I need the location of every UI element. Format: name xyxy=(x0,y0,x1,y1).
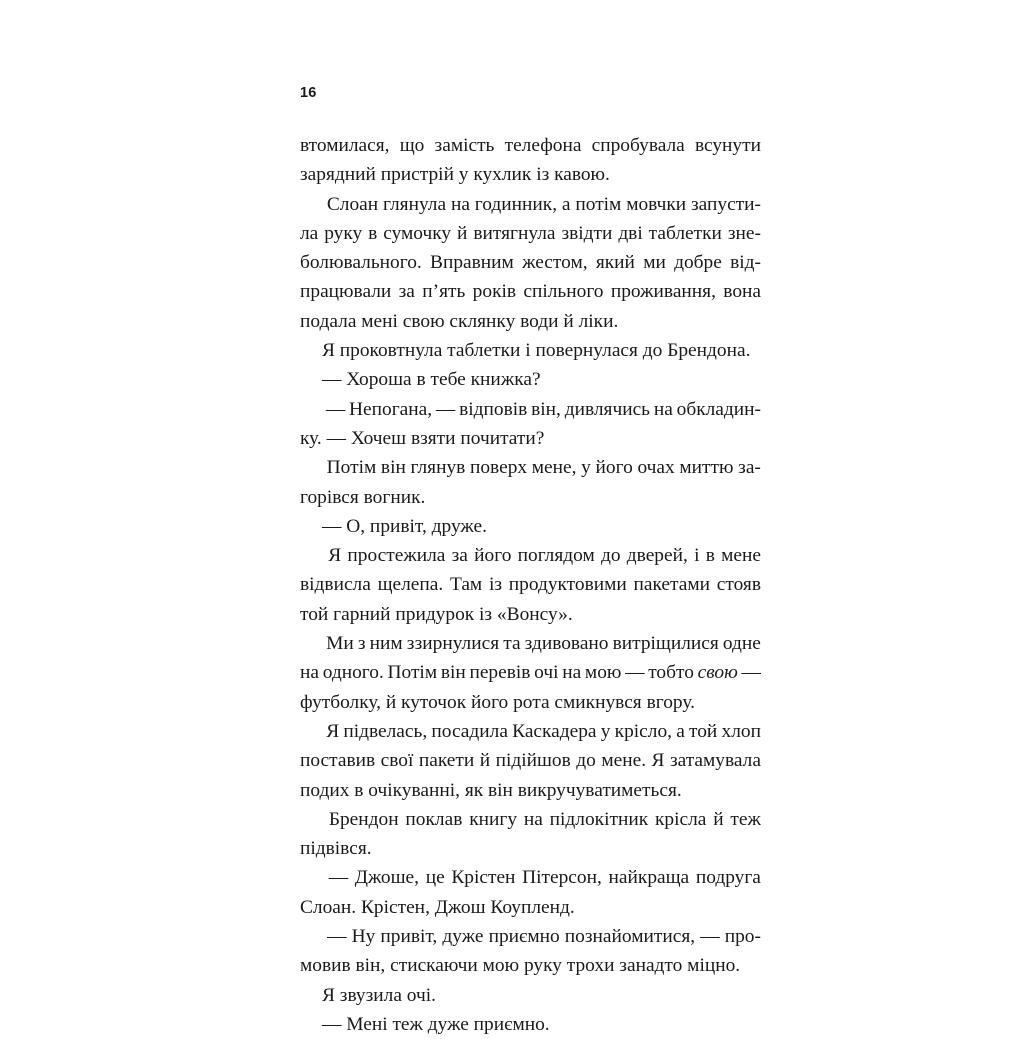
word: за- xyxy=(738,457,761,479)
word: щелепа. xyxy=(377,574,444,596)
word: його xyxy=(595,457,633,479)
word: дві xyxy=(618,222,643,244)
word: очі xyxy=(534,662,559,684)
word: глянув xyxy=(410,457,466,479)
word: одне xyxy=(722,633,761,655)
word: про- xyxy=(724,926,761,948)
word: у xyxy=(600,720,611,742)
word: в xyxy=(368,222,378,244)
word: мовчки xyxy=(626,193,687,215)
text-line: подих в очікуванні, як він викручуватиметься. xyxy=(300,779,682,801)
word: відвисла xyxy=(300,574,371,596)
word: він xyxy=(440,662,466,684)
word: Потім xyxy=(326,457,377,479)
text-line xyxy=(300,717,761,746)
text-line: зарядний пристрій у кухлик із кавою. xyxy=(300,164,610,186)
word: мене. xyxy=(601,750,647,772)
word: потім xyxy=(575,193,622,215)
text-line xyxy=(300,541,761,570)
word: — xyxy=(325,398,346,420)
paragraph xyxy=(300,365,761,394)
word: за xyxy=(398,281,415,303)
word: з xyxy=(357,633,366,655)
paragraph xyxy=(300,541,761,629)
word: телефона xyxy=(504,135,582,156)
word: Брендон xyxy=(328,808,399,830)
word: який xyxy=(595,252,635,274)
word: Я xyxy=(328,545,342,567)
word: на xyxy=(300,662,319,684)
paragraph xyxy=(300,190,761,336)
word: Там xyxy=(449,574,483,596)
paragraph-indent xyxy=(300,922,322,951)
paragraph-indent xyxy=(300,190,322,219)
word: проживання, xyxy=(610,281,716,303)
word: відповів xyxy=(459,398,528,420)
text-line: Я проковтнула таблетки і повернулася до Брендона. xyxy=(322,340,751,362)
word: на xyxy=(450,193,470,215)
word: звідти xyxy=(561,222,613,244)
text-line xyxy=(300,658,761,687)
word: подруга xyxy=(695,867,761,889)
word: — xyxy=(435,398,456,420)
paragraph xyxy=(300,629,761,717)
word: найкраща xyxy=(608,867,690,889)
word: й xyxy=(479,750,491,772)
word: таблетки xyxy=(648,222,722,244)
word: зне- xyxy=(727,222,761,244)
paragraph-indent xyxy=(300,629,322,658)
word: глянула xyxy=(383,193,447,215)
word: поглядом xyxy=(517,545,595,567)
word: а xyxy=(561,193,571,215)
paragraph xyxy=(300,863,761,922)
text-line xyxy=(300,863,761,892)
word: п’ять xyxy=(422,281,466,303)
text-line xyxy=(300,629,761,658)
word: Ми xyxy=(326,633,354,655)
text-line: — Хороша в тебе книжка? xyxy=(322,369,541,391)
word: на xyxy=(653,398,673,420)
word: це xyxy=(425,867,445,889)
text-line: футболку, й куточок його рота смикнувся вгору. xyxy=(300,691,695,713)
word: втомилася, xyxy=(300,135,390,156)
text-line xyxy=(300,219,761,248)
emphasized-word: свою xyxy=(697,662,738,684)
text-line xyxy=(300,570,761,599)
word: мене xyxy=(721,545,761,567)
text-line: Слоан. Крістен, Джош Коупленд. xyxy=(300,896,575,918)
text-line: той гарний придурок із «Вонсу». xyxy=(300,603,573,625)
text-line: Я звузила очі. xyxy=(322,984,436,1006)
word: вона xyxy=(723,281,761,303)
text-line xyxy=(300,805,761,834)
word: крісло, xyxy=(614,720,672,742)
word: жестом, xyxy=(522,252,588,274)
word: мою xyxy=(584,662,622,684)
word: посадила xyxy=(431,720,508,742)
word: — xyxy=(625,662,645,684)
paragraph xyxy=(300,395,761,454)
text-line xyxy=(300,395,761,424)
word: підлокітник xyxy=(549,808,649,830)
paragraph xyxy=(300,717,761,805)
paragraph xyxy=(300,336,761,365)
word: привіт, xyxy=(380,926,438,948)
text-line xyxy=(300,190,761,219)
word: до xyxy=(600,545,621,567)
word: підійшов xyxy=(495,750,571,772)
word: Потім xyxy=(387,662,438,684)
text-line: — Мені теж дуже приємно. xyxy=(322,1013,550,1035)
word: Вправним xyxy=(430,252,514,274)
word: поверх xyxy=(469,457,528,479)
word: а xyxy=(676,720,685,742)
word: замість xyxy=(434,135,495,156)
word: продуктовими xyxy=(508,574,627,596)
word: свої xyxy=(380,750,414,772)
word: миттю xyxy=(679,457,734,479)
word: на xyxy=(562,662,582,684)
word: на xyxy=(523,808,543,830)
word: болювального. xyxy=(300,252,422,274)
word: приємно xyxy=(488,926,560,948)
word: запусти- xyxy=(690,193,761,215)
word: Пітерсон, xyxy=(522,867,602,889)
word: Я xyxy=(651,750,665,772)
word: й xyxy=(713,808,724,830)
word: сумочку xyxy=(383,222,452,244)
text-line: підвівся. xyxy=(300,838,372,860)
word: він xyxy=(380,457,406,479)
word: теж xyxy=(730,808,761,830)
word: той xyxy=(689,720,718,742)
word: і xyxy=(694,545,700,567)
word: поставив xyxy=(300,750,376,772)
word: тобто xyxy=(648,662,694,684)
word: пакетами xyxy=(633,574,711,596)
word: у xyxy=(581,457,591,479)
word: познайомитися, xyxy=(564,926,696,948)
text-line: горівся вогник. xyxy=(300,486,426,508)
word: що xyxy=(399,135,425,156)
word: із xyxy=(488,574,503,596)
word: Я xyxy=(326,720,340,742)
text-line xyxy=(300,453,761,482)
word: ми xyxy=(643,252,666,274)
word: від- xyxy=(730,252,761,274)
word: Ну xyxy=(351,926,376,948)
word: очах xyxy=(637,457,675,479)
word: його xyxy=(474,545,512,567)
word: книгу xyxy=(469,808,518,830)
word: до xyxy=(576,750,596,772)
text-line xyxy=(300,277,761,306)
paragraph xyxy=(300,1010,761,1039)
word: ним xyxy=(369,633,403,655)
word: годинник, xyxy=(474,193,558,215)
paragraph-indent xyxy=(300,805,322,834)
word: Непогана, xyxy=(349,398,433,420)
text-line: мовив він, стискаючи мою руку трохи занадто міцно. xyxy=(300,955,741,977)
paragraph xyxy=(300,981,761,1010)
word: обкладин- xyxy=(676,398,761,420)
word: витріщилися xyxy=(612,633,719,655)
word: спільного xyxy=(523,281,604,303)
text-line xyxy=(300,131,761,160)
word: — xyxy=(741,662,761,684)
word: добре xyxy=(674,252,722,274)
word: дуже xyxy=(442,926,484,948)
text-line: ку. — Хочеш взяти почитати? xyxy=(300,427,545,449)
word: перевів xyxy=(469,662,531,684)
paragraph-indent xyxy=(300,717,322,746)
text-line: — О, привіт, друже. xyxy=(322,515,487,537)
word: — xyxy=(327,926,347,948)
word: за xyxy=(451,545,468,567)
word: він, xyxy=(531,398,561,420)
paragraph-indent xyxy=(300,453,322,482)
text-line xyxy=(300,248,761,277)
word: витягнула xyxy=(473,222,556,244)
text-line xyxy=(300,922,761,951)
word: підвелась, xyxy=(343,720,428,742)
word: дивлячись xyxy=(564,398,651,420)
word: руку xyxy=(324,222,363,244)
word: ззирнулися xyxy=(406,633,500,655)
word: мене, xyxy=(531,457,577,479)
word: Джоше, xyxy=(354,867,419,889)
word: — xyxy=(700,926,720,948)
word: та xyxy=(503,633,521,655)
word: спробувала xyxy=(591,135,685,156)
word: стояв xyxy=(716,574,761,596)
word: й xyxy=(457,222,468,244)
word: — xyxy=(328,867,349,889)
word: затамувала xyxy=(669,750,761,772)
word: простежила xyxy=(347,545,446,567)
word: дверей, xyxy=(626,545,688,567)
page-number: 16 xyxy=(300,85,317,101)
word: поклав xyxy=(405,808,463,830)
word: Каскадера xyxy=(512,720,597,742)
word: хлоп xyxy=(721,720,761,742)
paragraph xyxy=(300,453,761,512)
word: років xyxy=(472,281,517,303)
word: в xyxy=(705,545,715,567)
body-text-block xyxy=(300,131,761,1039)
word: здивовано xyxy=(524,633,609,655)
word: ла xyxy=(300,222,319,244)
word: крісла xyxy=(654,808,707,830)
paragraph-indent xyxy=(300,395,322,424)
paragraph xyxy=(300,805,761,864)
word: працювали xyxy=(300,281,392,303)
text-line xyxy=(300,746,761,775)
paragraph-indent xyxy=(300,863,322,892)
word: всунути xyxy=(694,135,761,156)
text-line: подала мені свою склянку води й ліки. xyxy=(300,310,619,332)
paragraph xyxy=(300,512,761,541)
word: одного. xyxy=(322,662,384,684)
paragraph-indent xyxy=(300,541,322,570)
paragraph xyxy=(300,922,761,981)
paragraph xyxy=(300,131,761,190)
word: пакети xyxy=(418,750,475,772)
word: Крістен xyxy=(451,867,516,889)
word: Слоан xyxy=(326,193,379,215)
